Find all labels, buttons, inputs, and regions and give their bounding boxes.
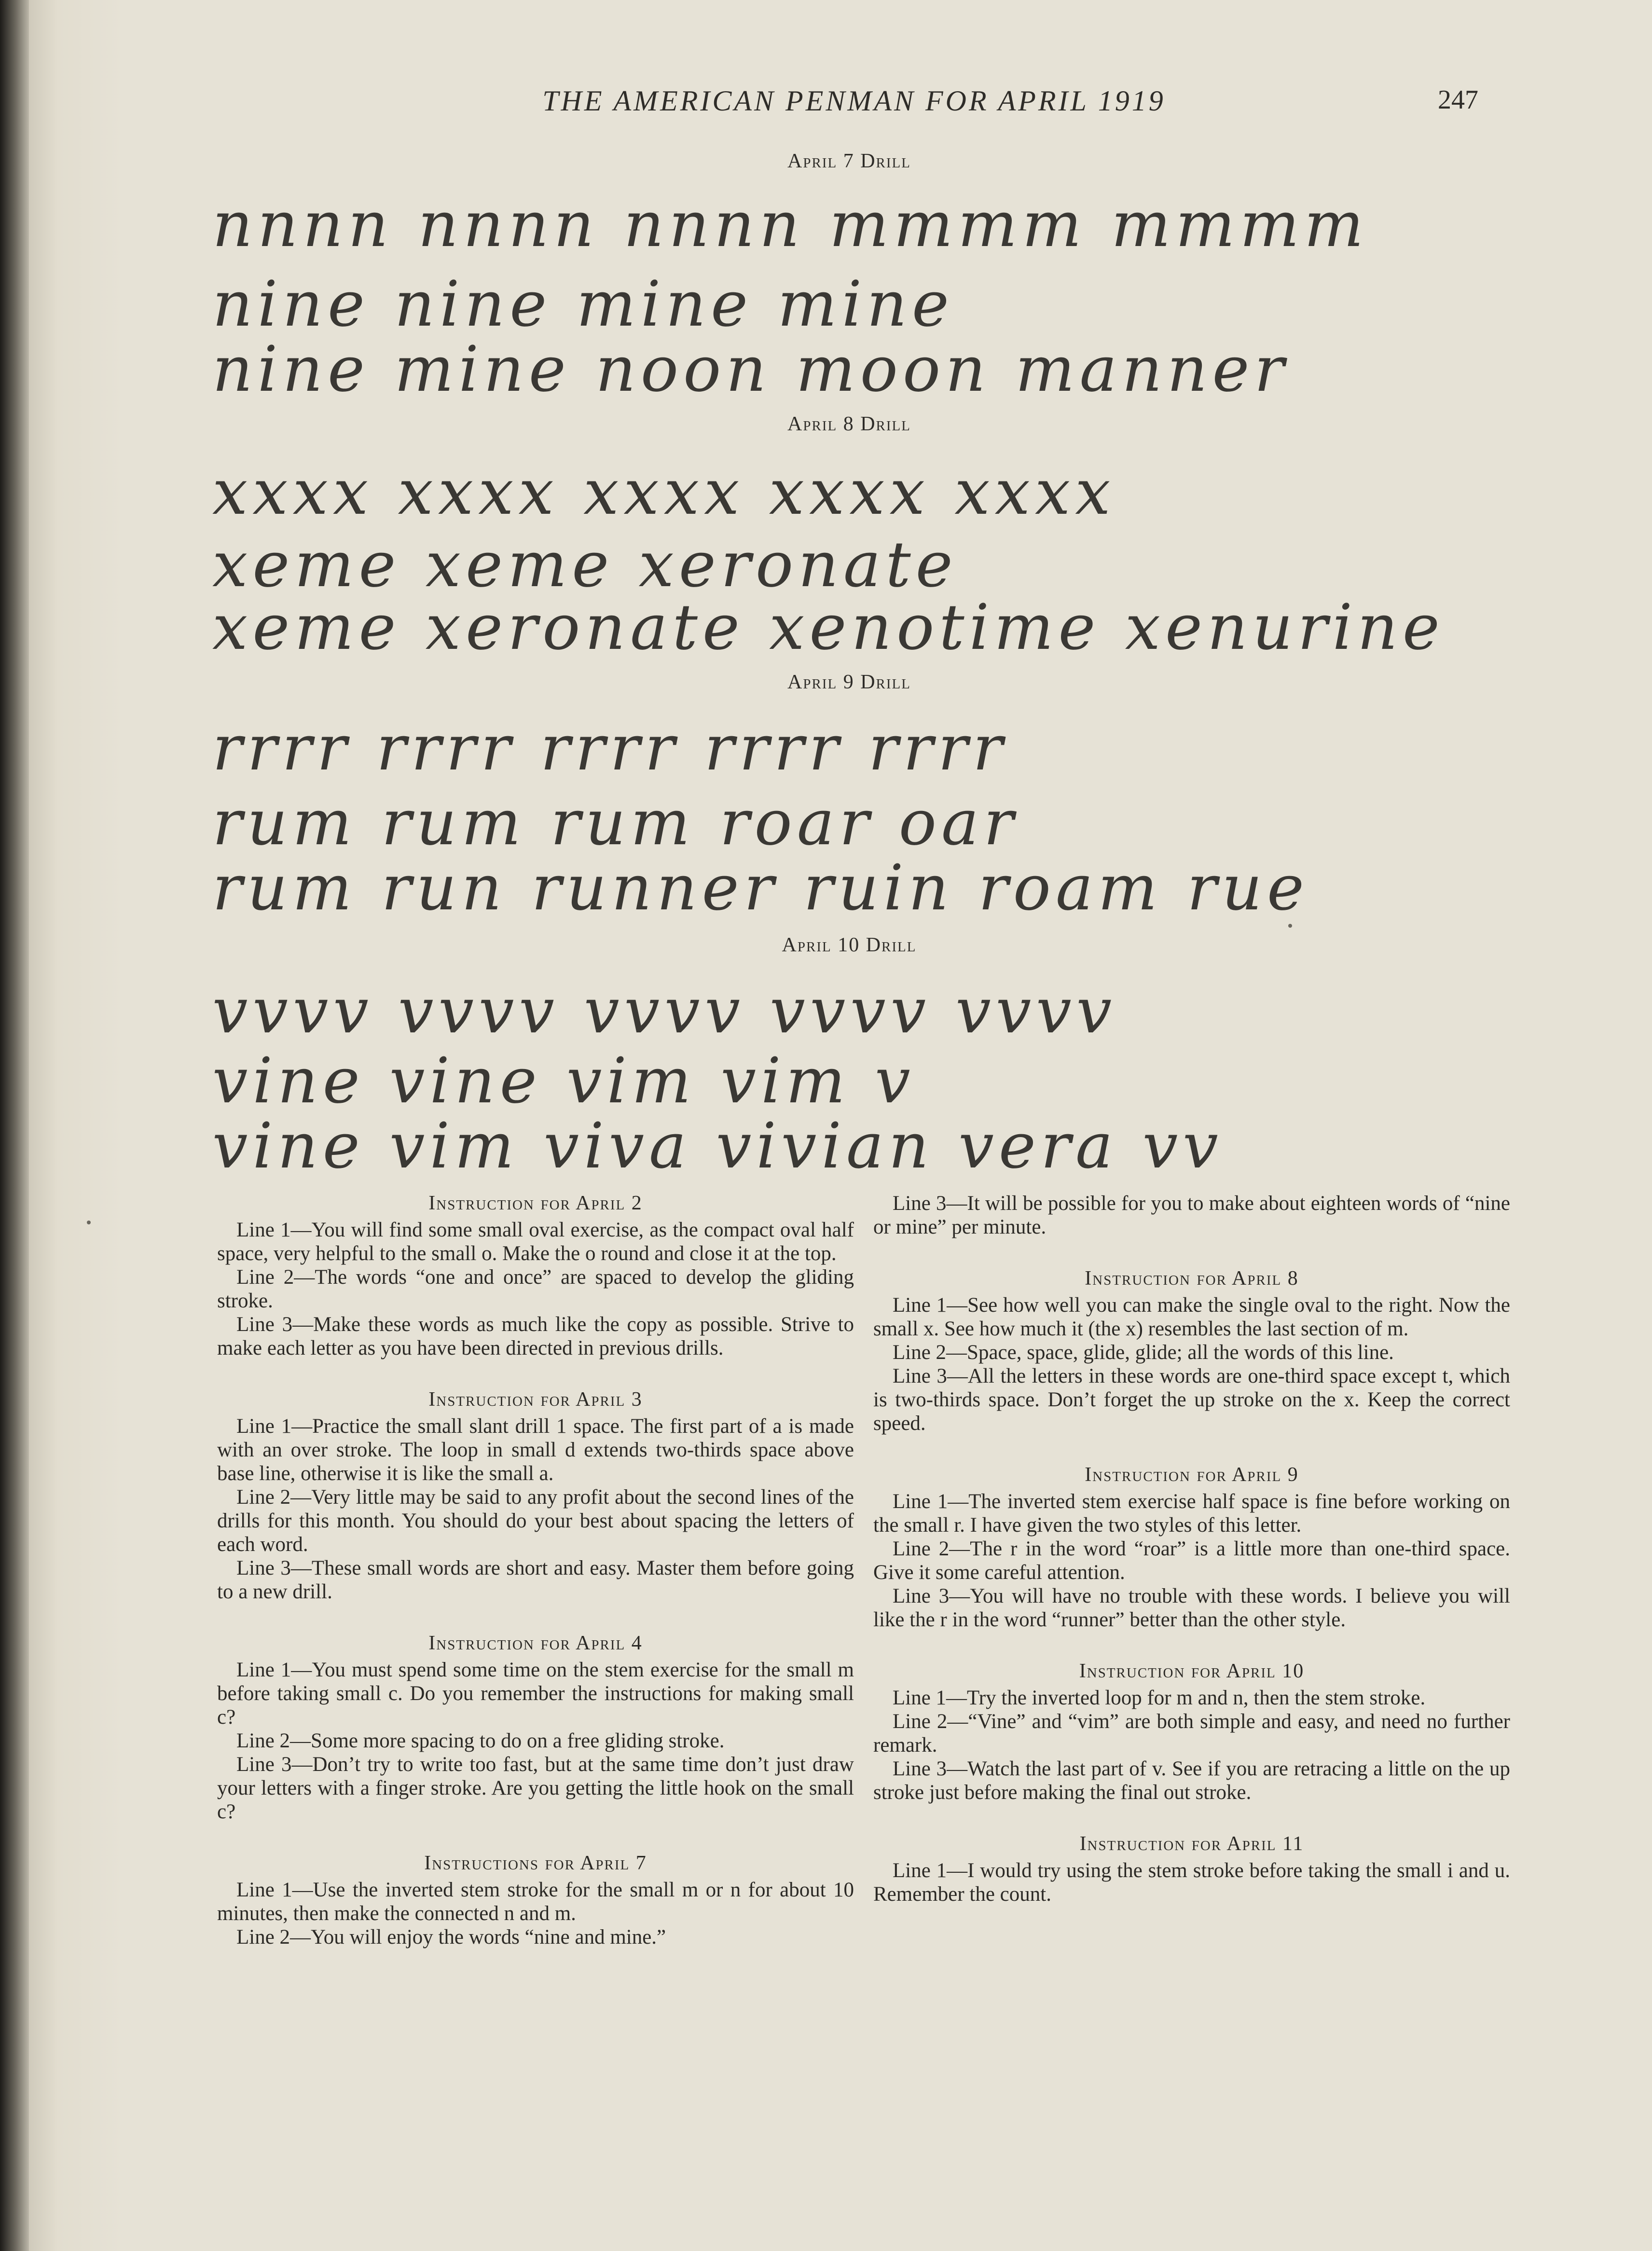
left-text-column (217, 1192, 854, 1949)
script-line: nnnn nnnn nnnn mmmm mmmm (212, 188, 1369, 261)
instruction-paragraph: Line 3—Watch the last part of v. See if you are retracing a little on the up stroke just before making the final out stroke. (873, 1757, 1510, 1804)
instruction-heading: Instruction for April 9 (1085, 1464, 1299, 1486)
script-line: nine nine mine mine (212, 268, 954, 340)
instruction-paragraph: Line 2—You will enjoy the words “nine and mine.” (236, 1926, 666, 1949)
script-line: vine vim viva vivian vera vv (212, 1110, 1223, 1182)
instruction-paragraph: Line 1—Practice the small slant drill 1 space. The first part of a is made with an over stroke. The loop in small d extends two-thirds space above base line, otherwise it is like the small a. (217, 1415, 854, 1485)
instruction-paragraph: Line 1—The inverted stem exercise half space is fine before working on the small r. I have given the two styles of this letter. (873, 1490, 1510, 1537)
running-header-title: THE AMERICAN PENMAN FOR APRIL 1919 (542, 85, 1166, 117)
print-speck (87, 1221, 91, 1224)
page-number: 247 (1438, 85, 1478, 115)
instruction-paragraph: Line 1—You must spend some time on the stem exercise for the small m before taking small c. Do you remember the instructions for making small c? (217, 1659, 854, 1729)
drill-title-april-10: April 10 Drill (782, 934, 917, 956)
instruction-paragraph: Line 3—All the letters in these words are one-third space except t, which is two-thirds space. Don’t forget the up stroke on the x. Keep the correct speed. (873, 1365, 1510, 1435)
script-line: xeme xeme xeronate (212, 528, 958, 601)
instruction-paragraph: Line 2—The r in the word “roar” is a little more than one-third space. Give it some careful attention. (873, 1537, 1510, 1584)
instruction-paragraph: Line 3—Don’t try to write too fast, but at the same time don’t just draw your letters with a finger stroke. Are you getting the little hook on the small c? (217, 1753, 854, 1823)
script-line: vine vine vim vim v (212, 1044, 915, 1117)
instruction-heading: Instruction for April 10 (1079, 1660, 1305, 1682)
instruction-paragraph: Line 2—Some more spacing to do on a free gliding stroke. (236, 1729, 725, 1752)
instruction-paragraph: Line 1—See how well you can make the single oval to the right. Now the small x. See how much it (the x) resembles the last section of m. (873, 1294, 1510, 1340)
script-line: rum run runner ruin roam rue (212, 851, 1309, 924)
instruction-paragraph: Line 1—You will find some small oval exercise, as the compact oval half space, very helpful to the small o. Make the o round and close it at the top. (217, 1219, 854, 1265)
instruction-heading: Instruction for April 4 (428, 1632, 643, 1654)
drill-title-april-9: April 9 Drill (787, 671, 911, 693)
instruction-heading: Instruction for April 2 (428, 1192, 643, 1214)
script-line: rrrr rrrr rrrr rrrr rrrr (212, 712, 1008, 784)
instruction-paragraph: Line 2—The words “one and once” are spaced to develop the gliding stroke. (217, 1266, 854, 1312)
instruction-paragraph: Line 2—Space, space, glide, glide; all the words of this line. (893, 1341, 1394, 1364)
script-line: vvvv vvvv vvvv vvvv vvvv (212, 975, 1117, 1047)
instruction-paragraph: Line 3—These small words are short and easy. Master them before going to a new drill. (217, 1557, 854, 1603)
instruction-paragraph: Line 1—Use the inverted stem stroke for the small m or n for about 10 minutes, then make the connected n and m. (217, 1879, 854, 1925)
instruction-heading: Instruction for April 3 (428, 1388, 643, 1411)
instruction-paragraph: Line 3—You will have no trouble with these words. I believe you will like the r in the word “runner” better than the other style. (873, 1585, 1510, 1631)
magazine-page (29, 0, 1652, 2251)
instruction-paragraph: Line 1—I would try using the stem stroke before taking the small i and u. Remember the count. (873, 1859, 1510, 1906)
instruction-paragraph: Line 2—“Vine” and “vim” are both simple and easy, and need no further remark. (873, 1710, 1510, 1757)
instruction-heading: Instruction for April 8 (1085, 1267, 1299, 1290)
instruction-paragraph: Line 2—Very little may be said to any profit about the second lines of the drills for this month. You should do your best about spacing the letters of each word. (217, 1486, 854, 1556)
script-line: rum rum rum roar oar (212, 786, 1019, 859)
drill-title-april-8: April 8 Drill (787, 413, 911, 435)
instruction-paragraph: Line 3—It will be possible for you to make about eighteen words of “nine or mine” per minute. (873, 1192, 1510, 1238)
instruction-heading: Instruction for April 11 (1079, 1833, 1304, 1855)
print-speck (1288, 924, 1292, 928)
script-line: nine mine noon moon manner (212, 333, 1289, 405)
instruction-heading: Instructions for April 7 (424, 1852, 647, 1874)
instruction-paragraph: Line 3—Make these words as much like the copy as possible. Strive to make each letter as you have been directed in previous drills. (217, 1313, 854, 1359)
script-line: xeme xeronate xenotime xenurine (212, 591, 1445, 663)
right-text-column (873, 1192, 1510, 1906)
instruction-paragraph: Line 1—Try the inverted loop for m and n, then the stem stroke. (893, 1687, 1426, 1709)
drill-title-april-7: April 7 Drill (787, 150, 911, 172)
script-line: xxxx xxxx xxxx xxxx xxxx (212, 456, 1115, 528)
